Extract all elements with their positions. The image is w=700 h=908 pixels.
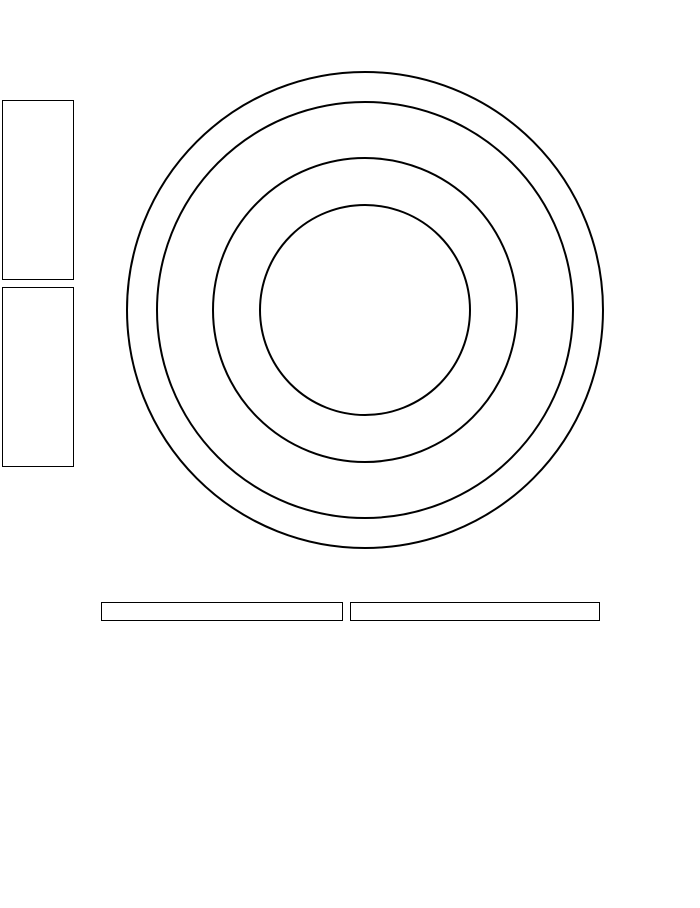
middle-ring [213, 158, 517, 462]
inner-circle [260, 205, 470, 415]
outer-ring-edge [127, 72, 603, 548]
aspect-grid [0, 618, 700, 908]
outer-ring-inner [157, 102, 573, 518]
